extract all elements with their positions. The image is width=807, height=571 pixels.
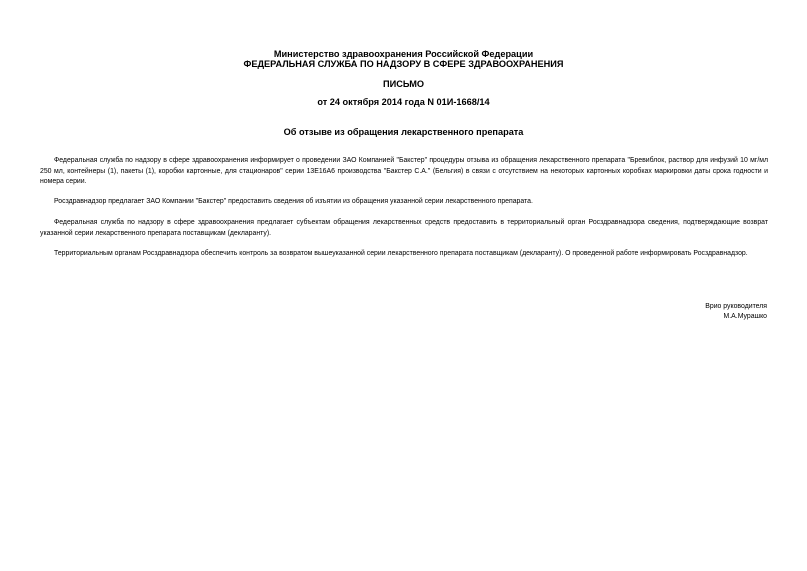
body-paragraph-1: Федеральная служба по надзору в сфере здравоохранения информирует о проведении ЗАО Компанией "Бакстер" процедуры отзыва из обращения лекарственного препарата "Бревиблок, раствор для инфузий 10 мг/мл 250 мл, контейнеры (1), пакеты (1), коробки картонные, для стационаров" серии 13E16A6 производства "Бакстер С.А." (Бельгия) в связи с отсутствием на некоторых картонных коробках маркировки даты срока годности и номера серии. (40, 157, 768, 185)
signature-title: Врио руководителя (705, 303, 767, 310)
body-paragraph-2: Росздравнадзор предлагает ЗАО Компании "Бакстер" предоставить сведения об изъятии из обращения указанной серии лекарственного препарата. (54, 198, 533, 205)
signature-name: М.А.Мурашко (723, 313, 767, 320)
service-name: ФЕДЕРАЛЬНАЯ СЛУЖБА ПО НАДЗОРУ В СФЕРЕ ЗДРАВООХРАНЕНИЯ (243, 59, 564, 69)
document-subject: Об отзыве из обращения лекарственного препарата (283, 127, 524, 137)
document-type: ПИСЬМО (382, 79, 425, 89)
body-paragraph-4: Территориальным органам Росздравнадзора обеспечить контроль за возвратом вышеуказанной серии лекарственного препарата поставщикам (декларанту). О проведенной работе информировать Росздравнадзор. (54, 250, 748, 257)
body-paragraph-3: Федеральная служба по надзору в сфере здравоохранения предлагает субъектам обращения лекарственных средств предоставить в территориальный орган Росздравнадзора сведения, подтверждающие возврат указанной серии лекарственного препарата поставщикам (декларанту). (40, 219, 768, 237)
document-date-number: от 24 октября 2014 года N 01И-1668/14 (317, 97, 490, 107)
ministry-name: Министерство здравоохранения Российской Федерации (273, 49, 534, 59)
